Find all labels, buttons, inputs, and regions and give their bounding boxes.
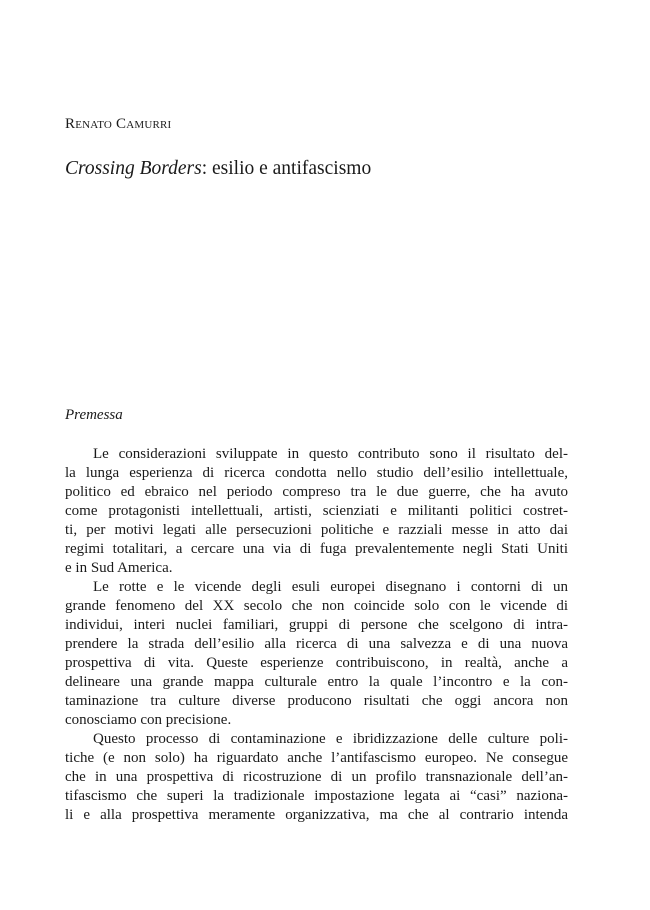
text-line: conosciamo con precisione. (65, 712, 232, 728)
text-line: regimi totalitari, a cercare una via di fuga prevalentemente negli Stati Uniti (65, 541, 568, 557)
text-line: prendere la strada dell’esilio alla ricerca di una salvezza e di una nuova (65, 636, 568, 652)
text-line: Questo processo di contaminazione e ibridizzazione delle culture poli- (93, 731, 568, 747)
text-line: Le rotte e le vicende degli esuli europei disegnano i contorni di un (93, 579, 568, 595)
chapter-title-italic: Crossing Borders (65, 158, 202, 179)
text-line: e in Sud America. (65, 560, 173, 576)
text-line: prospettiva di vita. Queste esperienze contribuiscono, in realtà, anche a (65, 655, 568, 671)
section-heading: Premessa (65, 407, 123, 423)
text-line: tiche (e non solo) ha riguardato anche l’antifascismo europeo. Ne consegue (65, 750, 568, 766)
text-line: che in una prospettiva di ricostruzione di un profilo transnazionale dell’an- (65, 769, 568, 785)
text-line: Le considerazioni sviluppate in questo contributo sono il risultato del- (93, 446, 568, 462)
chapter-title-rest: : esilio e antifascismo (201, 158, 372, 179)
chapter-title (65, 158, 371, 180)
text-line: la lunga esperienza di ricerca condotta nello studio dell’esilio intellettuale, (65, 465, 568, 481)
text-line: come protagonisti intellettuali, artisti, scienziati e militanti politici costret- (65, 503, 568, 519)
author-name: Renato Camurri (65, 116, 172, 132)
text-line: politico ed ebraico nel periodo compreso tra le due guerre, che ha avuto (65, 484, 568, 500)
text-line: delineare una grande mappa culturale entro la quale l’incontro e la con- (65, 674, 568, 690)
text-line: taminazione tra culture diverse producono risultati che oggi ancora non (65, 693, 568, 709)
text-line: individui, interi nuclei familiari, gruppi di persone che scelgono di intra- (65, 617, 568, 633)
text-line: grande fenomeno del XX secolo che non coincide solo con le vicende di (65, 598, 568, 614)
text-line: ti, per motivi legati alle persecuzioni politiche e razziali messe in atto dai (65, 522, 568, 538)
body-text (65, 445, 568, 825)
text-line: li e alla prospettiva meramente organizzativa, ma che al contrario intenda (65, 807, 568, 823)
text-line: tifascismo che superi la tradizionale impostazione legata ai “casi” naziona- (65, 788, 568, 804)
